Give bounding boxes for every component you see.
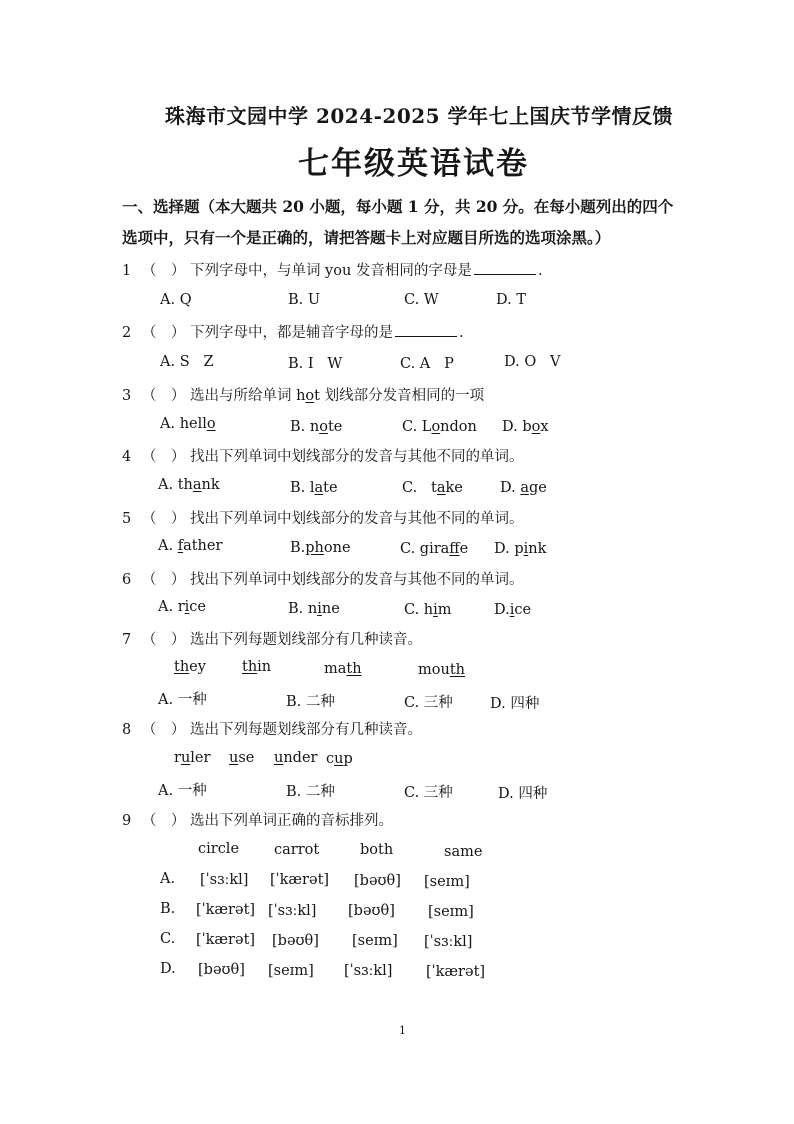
q9-row-d-cell-1: [bəʊθ]: [198, 962, 245, 978]
question-number: 1: [122, 263, 132, 279]
question-stem: 找出下列单词中划线部分的发音与其他不同的单词。: [189, 572, 524, 588]
q9-row-a-label: A.: [160, 871, 176, 887]
q9-word-2: carrot: [274, 842, 320, 858]
q9-word-4: same: [444, 844, 483, 860]
answer-paren: （ ）: [141, 388, 186, 404]
q7-option-b: B. 二种: [286, 694, 335, 710]
question-number: 6: [122, 572, 132, 588]
q4-option-b: B. late: [290, 480, 338, 496]
question-stem: 选出下列单词正确的音标排列。: [189, 813, 393, 829]
question-stem: 选出下列每题划线部分有几种读音。: [189, 722, 422, 738]
q9-row-b-cell-4: [seɪm]: [428, 904, 474, 920]
q8-option-c: C. 三种: [404, 785, 453, 801]
question-number: 2: [122, 325, 132, 341]
q5-option-b: B.phone: [290, 540, 351, 556]
q5-option-a: A. father: [158, 538, 223, 554]
q4-option-a: A. thank: [158, 477, 220, 493]
question-4: [122, 445, 523, 466]
question-stem: 下列字母中，与单词 you 发音相同的字母是: [189, 263, 472, 279]
question-6: [122, 568, 523, 589]
q8-option-d: D. 四种: [498, 786, 548, 802]
q2-option-b: B. I W: [288, 356, 343, 372]
page-number: 1: [399, 1024, 406, 1037]
q9-row-a-cell-1: [ˈsɜːkl]: [200, 872, 249, 888]
answer-blank: [474, 262, 536, 275]
question-stem: 下列字母中，都是辅音字母的是: [189, 325, 393, 341]
exam-title: 七年级英语试卷: [298, 146, 529, 182]
answer-paren: （ ）: [141, 511, 186, 527]
q9-row-c-cell-4: [ˈsɜːkl]: [424, 934, 473, 950]
question-number: 4: [122, 449, 132, 465]
q9-word-3: both: [360, 842, 394, 858]
q7-option-d: D. 四种: [490, 696, 540, 712]
q7-word-4: mouth: [418, 662, 465, 678]
q1-option-d: D. T: [496, 292, 526, 308]
q1-option-a: A. Q: [160, 292, 192, 308]
q9-row-c-cell-2: [bəʊθ]: [272, 933, 319, 949]
q3-option-b: B. note: [290, 419, 343, 435]
q9-row-b-label: B.: [160, 901, 176, 917]
q8-option-a: A. 一种: [158, 783, 207, 799]
q9-row-a-cell-3: [bəʊθ]: [354, 873, 401, 889]
section-instructions-line-2: 选项中，只有一个是正确的，请把答题卡上对应题目所选的选项涂黑。）: [122, 228, 611, 247]
answer-blank: [395, 324, 457, 337]
q8-word-1: ruler: [174, 750, 211, 766]
answer-paren: （ ）: [141, 572, 186, 588]
q9-row-c-cell-3: [seɪm]: [352, 933, 398, 949]
q1-option-c: C. W: [404, 292, 439, 308]
q6-option-a: A. rice: [158, 599, 206, 615]
q2-option-d: D. O V: [504, 354, 561, 370]
question-number: 7: [122, 632, 132, 648]
q6-option-b: B. nine: [288, 601, 340, 617]
q9-row-d-cell-4: [ˈkærət]: [426, 964, 486, 980]
answer-paren: （ ）: [141, 813, 186, 829]
q8-word-2: use: [229, 750, 255, 766]
q9-row-d-label: D.: [160, 961, 176, 977]
q9-word-1: circle: [198, 841, 240, 857]
q3-option-a: A. hello: [160, 416, 216, 432]
question-number: 5: [122, 511, 132, 527]
question-5: [122, 507, 523, 528]
question-2: 2 （ ） 下列字母中，都是辅音字母的是 .: [122, 325, 464, 341]
question-1: 1 （ ） 下列字母中，与单词 you 发音相同的字母是 .: [122, 263, 543, 279]
q9-row-c-label: C.: [160, 931, 176, 947]
answer-paren: （ ）: [141, 449, 186, 465]
section-instructions-line-1: 一、选择题（本大题共 20 小题，每小题 1 分，共 20 分。在每小题列出的四个: [122, 197, 674, 216]
q9-row-b-cell-3: [bəʊθ]: [348, 903, 395, 919]
q9-row-b-cell-1: [ˈkærət]: [196, 902, 256, 918]
q1-option-b: B. U: [288, 292, 321, 308]
answer-paren: （ ）: [141, 632, 186, 648]
q7-word-1: they: [174, 659, 206, 675]
q4-option-d: D. age: [500, 480, 547, 496]
q3-option-d: D. box: [502, 419, 549, 435]
q7-option-a: A. 一种: [158, 692, 207, 708]
q8-word-4: cup: [326, 751, 353, 767]
question-number: 9: [122, 813, 132, 829]
question-number: 8: [122, 722, 132, 738]
q7-word-2: thin: [242, 659, 272, 675]
q9-row-a-cell-4: [seɪm]: [424, 874, 470, 890]
answer-paren: （ ）: [141, 722, 186, 738]
q9-row-b-cell-2: [ˈsɜːkl]: [268, 903, 317, 919]
question-number: 3: [122, 388, 132, 404]
q3-option-c: C. London: [402, 419, 477, 435]
q6-option-c: C. him: [404, 602, 452, 618]
q7-word-3: math: [324, 661, 362, 677]
q7-option-c: C. 三种: [404, 695, 453, 711]
question-stem: 找出下列单词中划线部分的发音与其他不同的单词。: [189, 511, 524, 527]
q2-option-a: A. S Z: [160, 354, 214, 370]
q5-option-c: C. giraffe: [400, 541, 469, 557]
answer-paren: （ ）: [141, 325, 186, 341]
question-9: [122, 809, 393, 830]
question-8: [122, 718, 422, 739]
q6-option-d: D.ice: [494, 602, 532, 618]
q9-row-d-cell-3: [ˈsɜːkl]: [344, 963, 393, 979]
q9-row-d-cell-2: [seɪm]: [268, 963, 314, 979]
q5-option-d: D. pink: [494, 541, 547, 557]
q2-option-c: C. A P: [400, 356, 454, 372]
question-3: [122, 384, 484, 405]
question-stem: 选出与所给单词 hot 划线部分发音相同的一项: [189, 388, 485, 404]
q4-option-c: C. take: [402, 480, 463, 496]
q9-row-c-cell-1: [ˈkærət]: [196, 932, 256, 948]
question-7: [122, 628, 422, 649]
q9-row-a-cell-2: [ˈkærət]: [270, 872, 330, 888]
q8-word-3: under: [274, 750, 318, 766]
exam-subtitle: 珠海市文园中学 2024-2025 学年七上国庆节学情反馈: [165, 104, 674, 128]
question-stem: 选出下列每题划线部分有几种读音。: [189, 632, 422, 648]
q8-option-b: B. 二种: [286, 784, 335, 800]
question-stem: 找出下列单词中划线部分的发音与其他不同的单词。: [189, 449, 524, 465]
answer-paren: （ ）: [141, 263, 186, 279]
